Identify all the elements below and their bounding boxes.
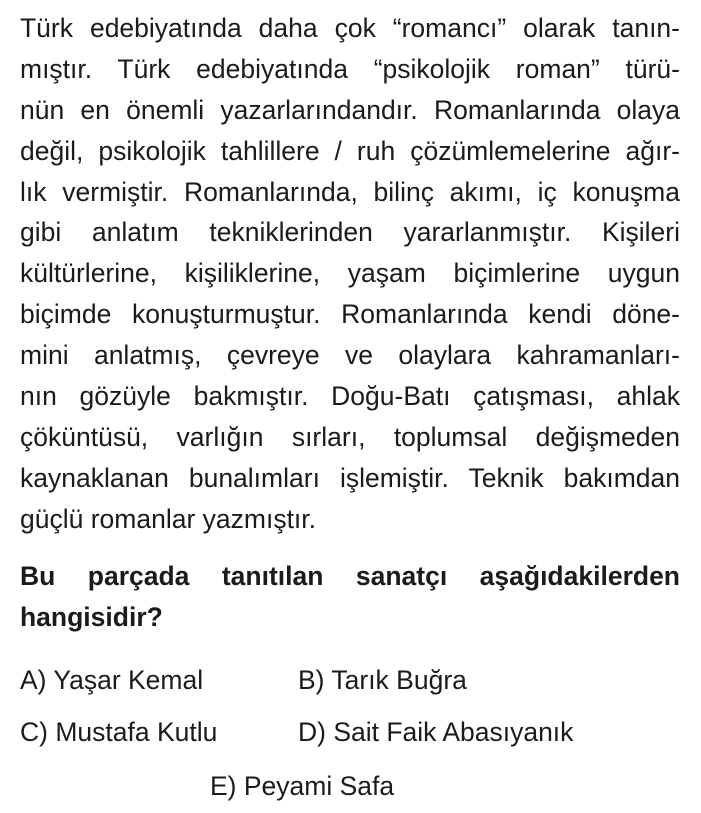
option-d[interactable] bbox=[298, 716, 573, 748]
passage-line: çöküntüsü, varlığın sırları, toplumsal değişmeden bbox=[20, 421, 680, 452]
passage-line: nün en önemli yazarlarındandır. Romanlarında olaya bbox=[20, 94, 680, 125]
reading-passage bbox=[20, 8, 680, 540]
passage-line: nın gözüyle bakmıştır. Doğu-Batı çatışması, ahlak bbox=[20, 381, 680, 412]
option-a[interactable] bbox=[20, 664, 203, 696]
passage-line: mıştır. Türk edebiyatında “psikolojik roman” türü- bbox=[20, 53, 680, 84]
passage-line: lık vermiştir. Romanlarında, bilinç akımı, iç konuşma bbox=[20, 176, 680, 207]
passage-line: güçlü romanlar yazmıştır. bbox=[20, 503, 317, 534]
passage-line: biçimde konuşturmuştur. Romanlarında kendi döne- bbox=[20, 299, 680, 330]
question-line: Bu parçada tanıtılan sanatçı aşağıdakilerden bbox=[20, 561, 680, 591]
passage-line: gibi anlatım tekniklerinden yararlanmıştır. Kişileri bbox=[20, 217, 680, 248]
passage-line: değil, psikolojik tahlillere / ruh çözümlemelerine ağır- bbox=[20, 135, 680, 166]
option-e[interactable] bbox=[210, 770, 394, 802]
passage-line: mini anlatmış, çevreye ve olaylara kahramanları- bbox=[20, 340, 680, 371]
option-a-label: A) Yaşar Kemal bbox=[20, 665, 204, 695]
passage-line: Türk edebiyatında daha çok “romancı” olarak tanın- bbox=[20, 13, 680, 43]
option-b[interactable] bbox=[298, 664, 467, 696]
option-c[interactable] bbox=[20, 716, 217, 748]
passage-line: kültürlerine, kişiliklerine, yaşam biçimlerine uygun bbox=[20, 258, 680, 289]
option-c-label: C) Mustafa Kutlu bbox=[20, 717, 218, 747]
question-stem bbox=[20, 556, 680, 638]
passage-line: kaynaklanan bunalımları işlemiştir. Teknik bakımdan bbox=[20, 462, 680, 493]
question-line: hangisidir? bbox=[20, 602, 163, 632]
option-b-label: B) Tarık Buğra bbox=[298, 665, 467, 695]
option-e-label: E) Peyami Safa bbox=[210, 771, 395, 801]
option-d-label: D) Sait Faik Abasıyanık bbox=[298, 717, 574, 747]
